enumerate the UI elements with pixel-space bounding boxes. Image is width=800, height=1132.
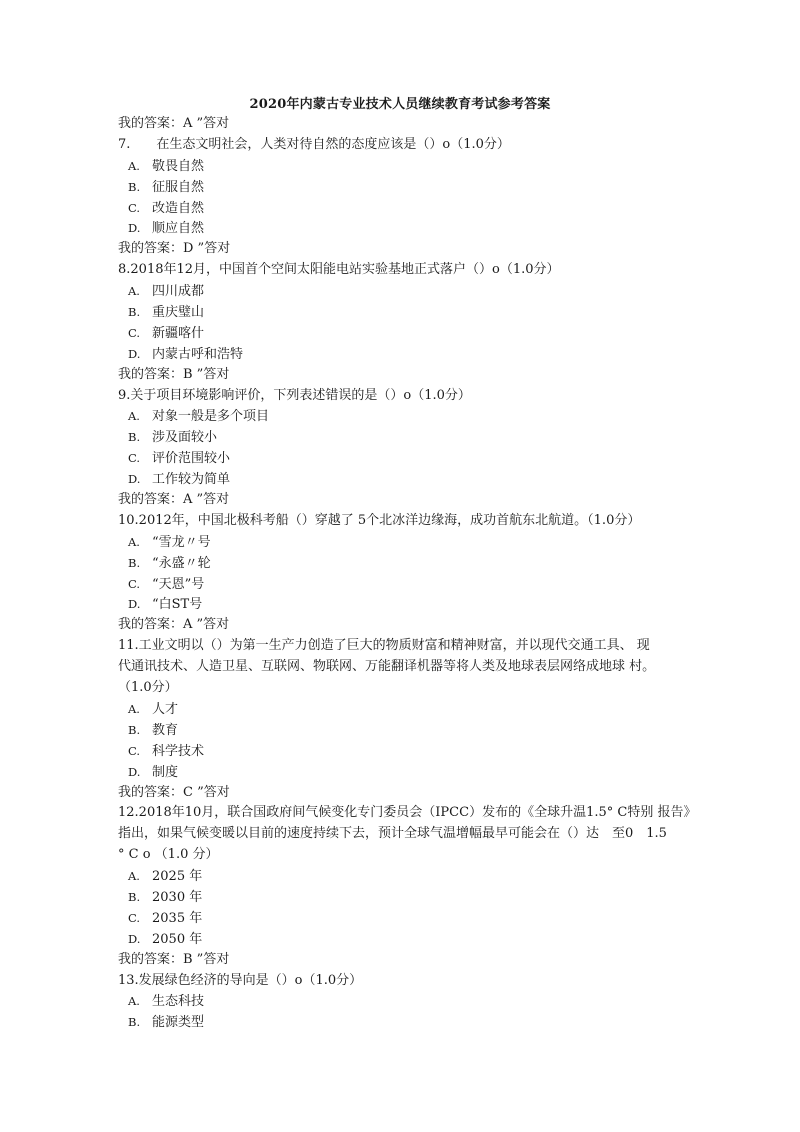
option-letter: B. [128, 305, 141, 320]
option-text: 生态科技 [152, 994, 205, 1010]
option-text: 2035 年 [152, 910, 203, 926]
answer-option [118, 720, 688, 741]
answer-option [118, 908, 688, 929]
option-text: 人才 [152, 701, 179, 717]
answer-option [118, 218, 688, 239]
option-text: “雪龙〃号 [152, 534, 211, 550]
option-letter: A. [128, 158, 140, 173]
answer-line: 我的答案：A ”答对 [118, 116, 230, 131]
answer-option [118, 427, 688, 448]
answer-option [118, 866, 688, 887]
option-text: 重庆璧山 [152, 305, 205, 321]
option-letter: B. [128, 555, 141, 570]
answer-line: 我的答案：B ”答对 [118, 951, 230, 967]
option-text: “天恩”号 [152, 576, 205, 592]
answer-line: 我的答案：A ”答对 [118, 617, 230, 633]
question-block [118, 971, 688, 1034]
option-text: “白ST号 [152, 597, 203, 613]
option-text: 制度 [152, 764, 179, 780]
question-text: 代通讯技术、人造卫星、互联网、物联网、万能翻译机器等将人类及地球表层网络成地球 村。 [118, 659, 656, 675]
answer-option [118, 741, 688, 762]
option-letter: B. [128, 889, 141, 904]
option-letter: C. [128, 325, 141, 340]
option-letter: D. [128, 221, 141, 236]
question-text: 7. 在生态文明社会，人类对待自然的态度应该是（）o（1.0分） [118, 136, 510, 152]
question-text: 9.关于项目环境影响评价，下列表述错误的是（）o（1.0分） [118, 387, 471, 403]
answer-option [118, 887, 688, 908]
answer-option [118, 323, 688, 344]
question-text: 指出，如果气候变暖以目前的速度持续下去，预计全球气温增幅最早可能会在（）达 至0 1.5 [118, 826, 667, 842]
option-letter: C. [128, 576, 141, 591]
option-text: 敬畏自然 [152, 158, 205, 174]
question-list [118, 114, 697, 1033]
question-text: 13.发展绿色经济的导向是（）o（1.0分） [118, 972, 363, 988]
option-letter: A. [128, 284, 140, 299]
answer-line: 我的答案：A ”答对 [118, 492, 230, 508]
option-letter: D. [128, 764, 141, 779]
question-text: 8.2018年12月，中国首个空间太阳能电站实验基地正式落户（）o（1.0分） [118, 262, 560, 278]
answer-option [118, 574, 688, 595]
option-letter: B. [128, 179, 141, 194]
answer-option [118, 762, 688, 783]
option-letter: B. [128, 1015, 141, 1030]
answer-option [118, 344, 688, 365]
option-letter: A. [128, 701, 140, 716]
question-block [118, 135, 688, 260]
answer-option [118, 302, 688, 323]
answer-line: 我的答案：D ”答对 [118, 241, 231, 257]
question-block [118, 803, 697, 970]
option-text: 改造自然 [152, 200, 205, 216]
question-text: 10.2012年，中国北极科考船（）穿越了 5个北冰洋边缘海，成功首航东北航道。（1.0分） [118, 512, 641, 528]
questions-container [118, 135, 697, 1033]
answer-option [118, 929, 688, 950]
answer-option [118, 991, 688, 1012]
answer-line: 我的答案：C ”答对 [118, 784, 230, 800]
option-text: 新疆喀什 [152, 325, 205, 341]
question-text: ° C o （1.0 分） [118, 847, 219, 863]
answer-option [118, 469, 688, 490]
option-letter: D. [128, 346, 141, 361]
option-letter: D. [128, 597, 141, 612]
option-text: 科学技术 [152, 743, 205, 759]
option-text: 教育 [152, 722, 179, 738]
option-letter: B. [128, 430, 141, 445]
option-letter: C. [128, 200, 141, 215]
option-letter: A. [128, 869, 140, 884]
option-letter: C. [128, 910, 141, 925]
answer-option [118, 532, 688, 553]
answer-option [118, 198, 688, 219]
answer-option [118, 448, 688, 469]
option-text: 对象一般是多个项目 [152, 409, 270, 425]
question-text: 12.2018年10月，联合国政府间气候变化专门委员会（IPCC）发布的《全球升温1.5° C特别 报告》 [118, 805, 697, 821]
question-block [118, 386, 688, 511]
option-text: 工作较为简单 [152, 472, 231, 488]
answer-option [118, 1012, 688, 1033]
option-letter: A. [128, 534, 140, 549]
answer-line: 我的答案：B ”答对 [118, 366, 230, 382]
question-text: （1.0分） [118, 680, 178, 696]
option-text: 顺应自然 [152, 221, 205, 237]
option-letter: C. [128, 743, 141, 758]
answer-option [118, 699, 688, 720]
answer-option [118, 177, 688, 198]
option-text: 能源类型 [152, 1015, 205, 1031]
option-text: 四川成都 [152, 284, 205, 300]
answer-option [118, 594, 688, 615]
option-letter: D. [128, 931, 141, 946]
option-text: 2050 年 [152, 931, 203, 947]
option-text: 内蒙古呼和浩特 [152, 346, 244, 362]
question-block [118, 511, 688, 636]
page-title: 2020年内蒙古专业技术人员继续教育考试参考答案 [249, 97, 551, 112]
question-text: 11.工业文明以（）为第一生产力创造了巨大的物质财富和精神财富，并以现代交通工具、 现 [118, 638, 650, 654]
option-text: 涉及面较小 [152, 430, 218, 446]
answer-option [118, 406, 688, 427]
option-text: 征服自然 [152, 179, 205, 195]
option-letter: A. [128, 409, 140, 424]
answer-option [118, 553, 688, 574]
option-text: 2030 年 [152, 889, 203, 905]
option-letter: C. [128, 451, 141, 466]
option-text: “永盛〃轮 [152, 555, 211, 571]
option-text: 2025 年 [152, 869, 203, 885]
option-letter: B. [128, 722, 141, 737]
answer-option [118, 156, 688, 177]
answer-option [118, 281, 688, 302]
option-letter: D. [128, 472, 141, 487]
question-block [118, 260, 688, 385]
question-block [118, 636, 688, 803]
option-text: 评价范围较小 [152, 451, 231, 467]
option-letter: A. [128, 994, 140, 1009]
